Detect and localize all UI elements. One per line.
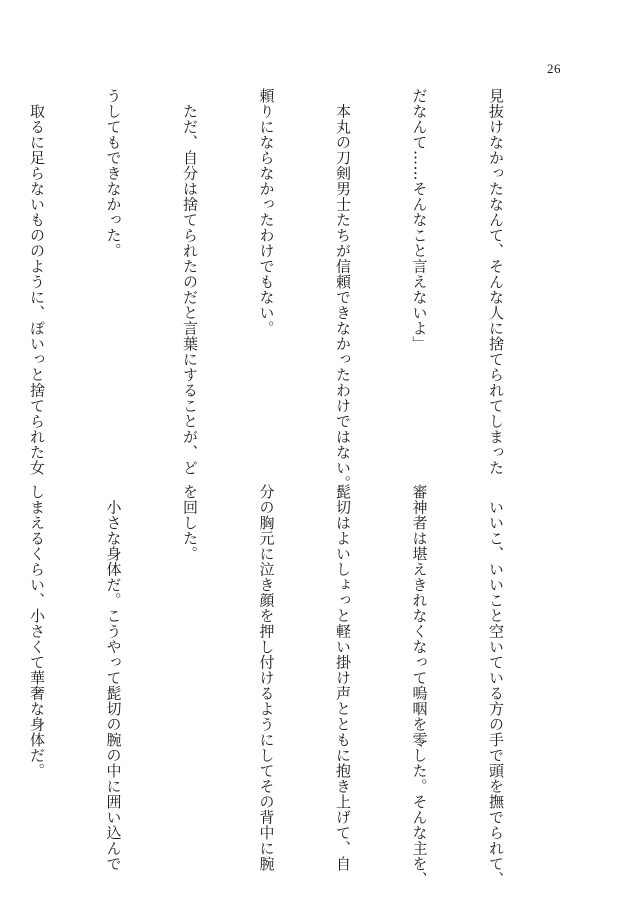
- page-number: 26: [547, 61, 561, 76]
- paragraph-line: を回した。: [181, 484, 199, 562]
- lower-text-block: [28, 484, 559, 892]
- paragraph-line: うしてもできなかった。: [104, 88, 123, 259]
- paragraph-line: ただ、自分は捨てられたのだと言葉にすることが、ど: [181, 88, 199, 476]
- paragraph-line: いいこ、いいこと空いている方の手で頭を撫でられて、: [487, 484, 505, 887]
- paragraph-line: 見抜けなかったなんて、そんな人に捨てられてしまった: [487, 88, 505, 476]
- paragraph-line: 審神者は堪えきれなくなって嗚咽を零した。そんな主を、: [410, 484, 429, 887]
- upper-text-block: [28, 88, 559, 498]
- paragraph-line: しまえるくらい、小さくて華奢な身体だ。: [28, 484, 46, 779]
- paragraph-line: 取るに足らないもののように、ぽいっと捨てられた女: [28, 88, 46, 476]
- paragraph-line: 小さな身体だ。こうやって髭切の腕の中に囲い込んで: [104, 484, 123, 872]
- paragraph-line: 髭切はよいしょっと軽い掛け声とともに抱き上げて、自: [334, 484, 352, 872]
- paragraph-line: だなんて……そんなこと言えないよ」: [410, 88, 429, 352]
- paragraph-line: 頼りにならなかったわけでもない。: [257, 88, 276, 336]
- paragraph-line: 本丸の刀剣男士たちが信頼できなかったわけではない。: [334, 88, 352, 491]
- paragraph-line: 分の胸元に泣き顔を押し付けるようにしてその背中に腕: [257, 484, 276, 872]
